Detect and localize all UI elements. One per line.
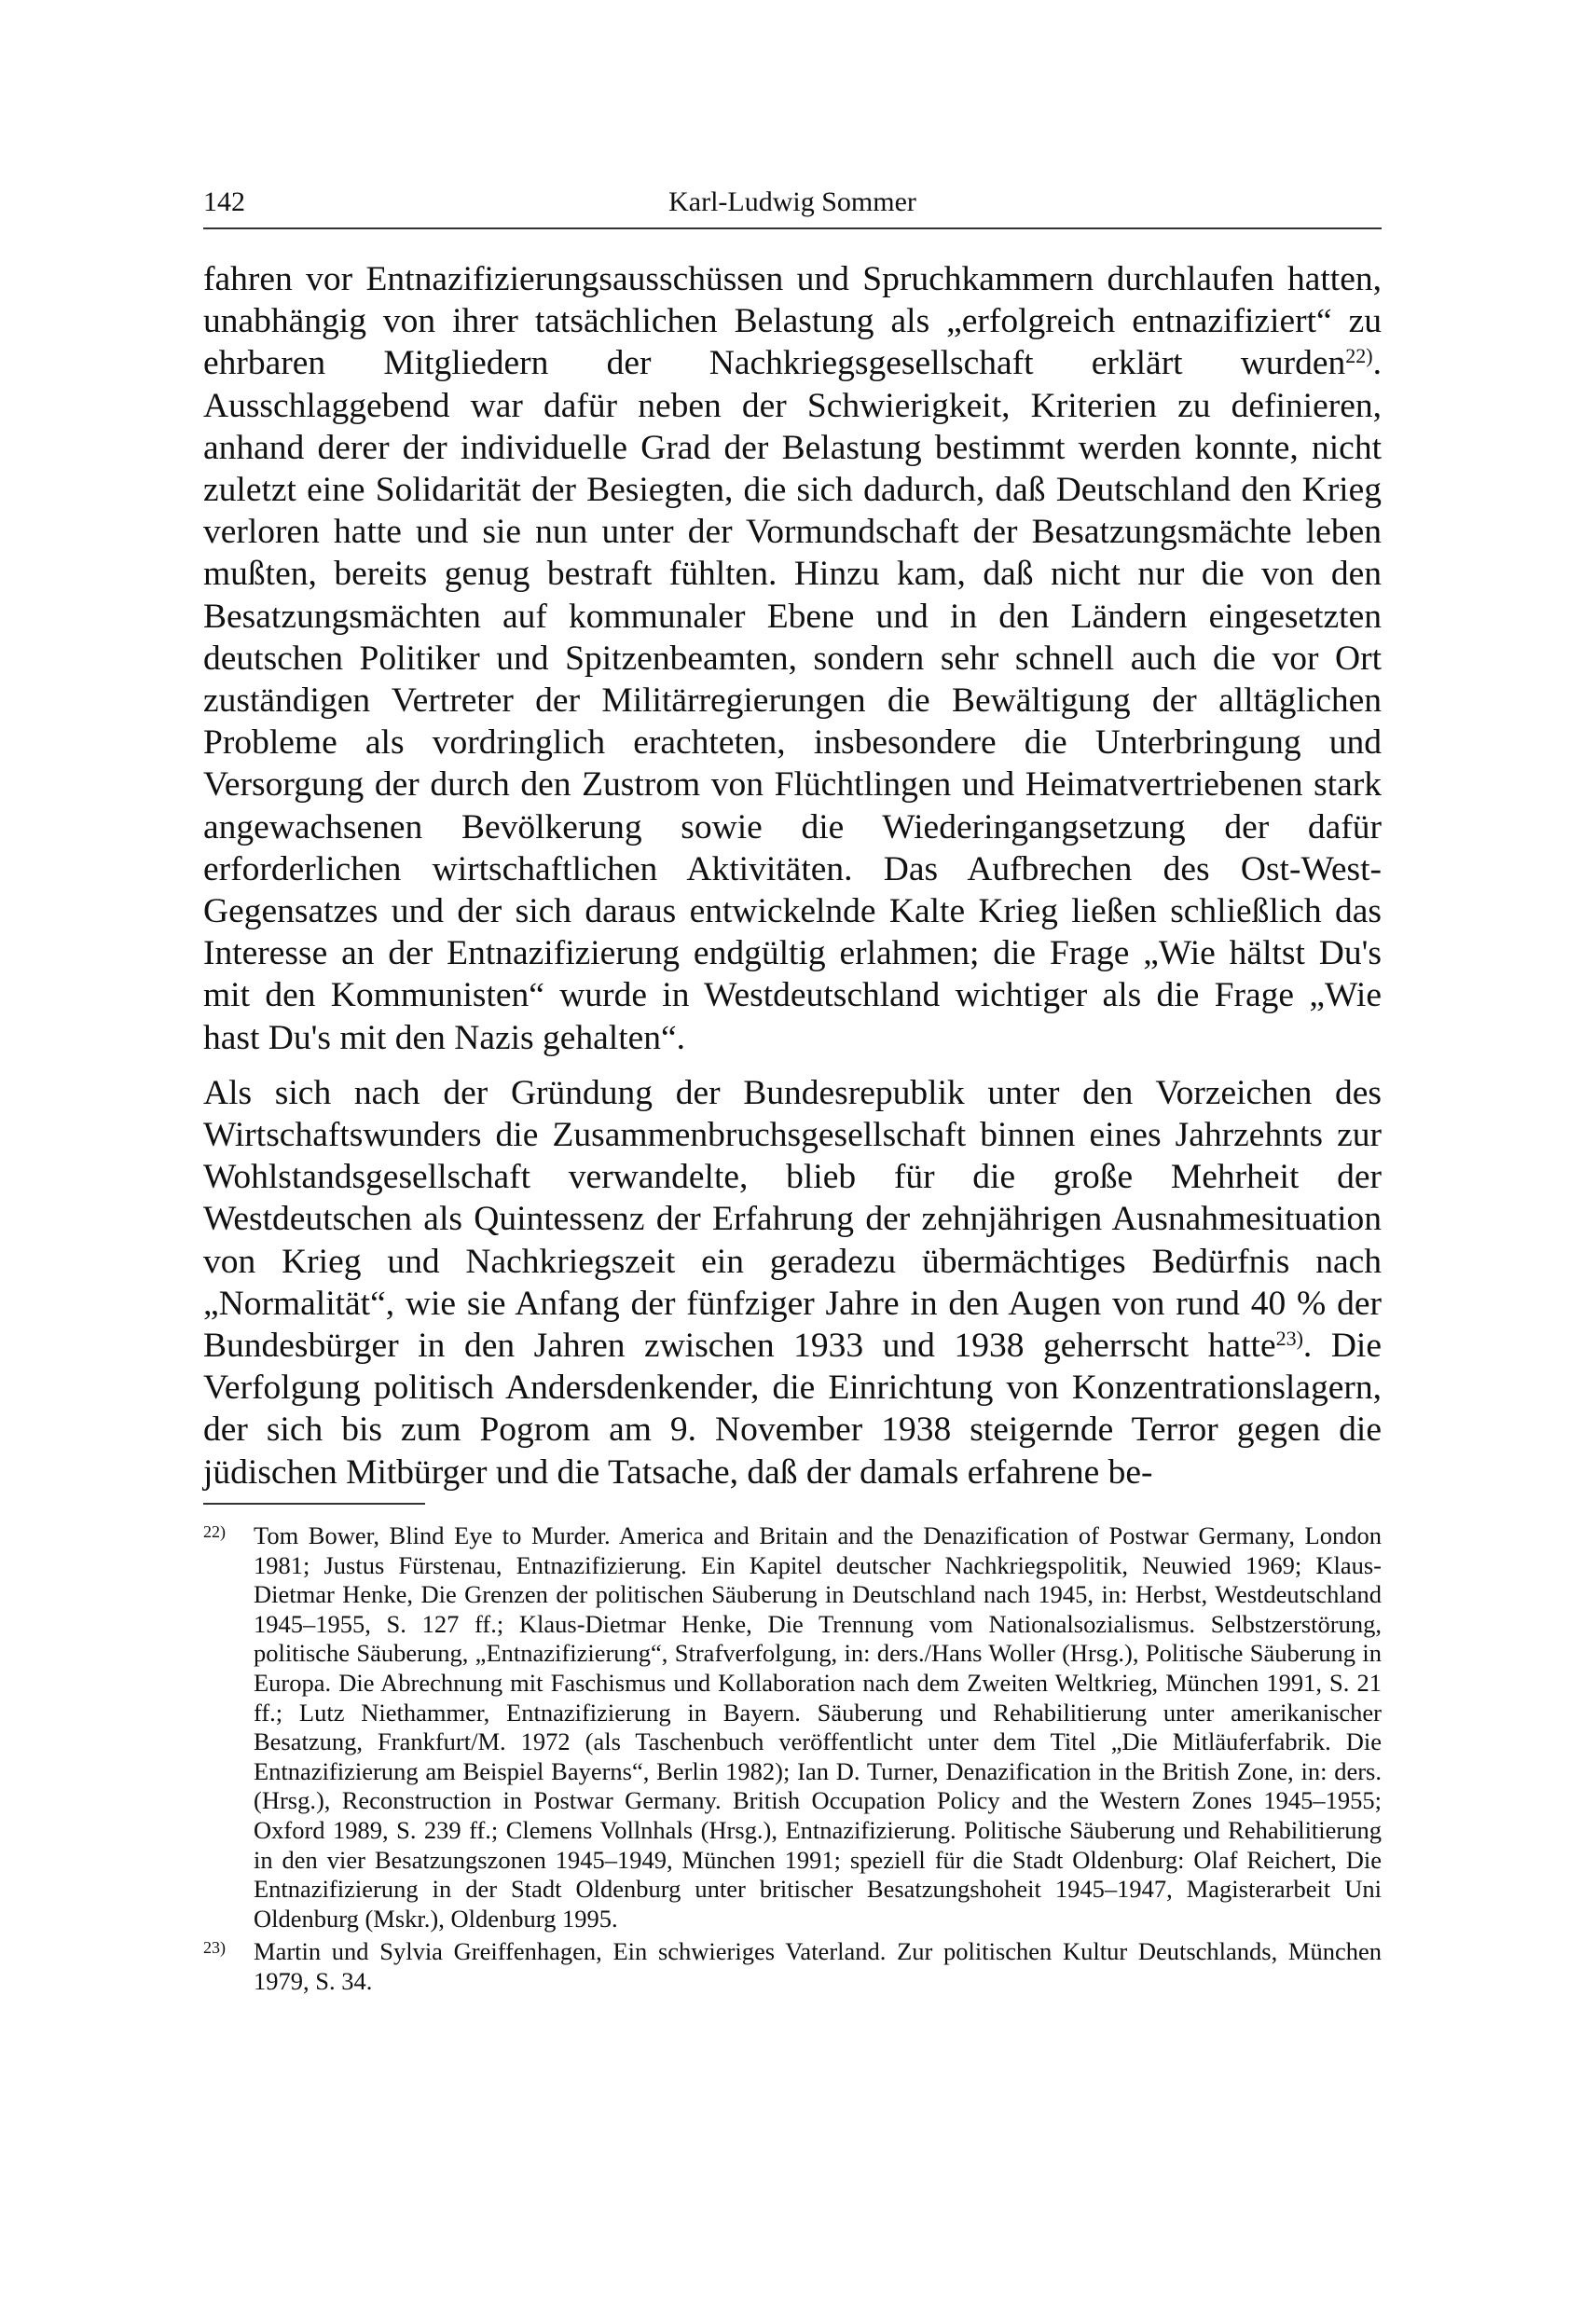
page-number: 142: [203, 186, 245, 217]
footnote-mark: 23): [203, 1938, 226, 1958]
footnote-text: Tom Bower, Blind Eye to Murder. America and Britain and the Denazification of Postwar Germany, London 1981; Justus Fürstenau, Entnazifizierung. Ein Kapitel deutscher Nachkriegspolitik, Neuwied 1969; Klaus-Dietmar Henke, Die Grenzen der politischen Säuberung in Deutschland nach 1945, in: Herbst, Westdeutschland 1945–1955, S. 127 ff.; Klaus-Dietmar Henke, Die Trennung vom Nationalsozialismus. Selbstzerstörung, politische Säuberung, „Entnazifizierung“, Strafverfolgung, in: ders./Hans Woller (Hrsg.), Politische Säuberung in Europa. Die Abrechnung mit Faschismus und Kollaboration nach dem Zweiten Weltkrieg, München 1991, S. 21 ff.; Lutz Niethammer, Entnazifizierung in Bayern. Säuberung und Rehabilitierung unter amerikanischer Besatzung, Frankfurt/M. 1972 (als Taschenbuch veröffentlicht unter dem Titel „Die Mitläuferfabrik. Die Entnazifizierung am Beispiel Bayerns“, Berlin 1982); Ian D. Turner, Denazification in the British Zone, in: ders. (Hrsg.), Reconstruction in Postwar Germany. British Occupation Policy and the Western Zones 1945–1955; Oxford 1989, S. 239 ff.; Clemens Vollnhals (Hrsg.), Entnazifizierung. Politische Säuberung und Rehabilitierung in den vier Besatzungszonen 1945–1949, München 1991; speziell für die Stadt Oldenburg: Olaf Reichert, Die Entnazifizierung in der Stadt Oldenburg unter britischer Besatzungshoheit 1945–1947, Magisterarbeit Uni Oldenburg (Mskr.), Oldenburg 1995.: [254, 1521, 1382, 1933]
footnote-divider: [203, 1503, 425, 1505]
paragraph-2: [203, 1072, 1382, 1493]
paragraph-1-text: fahren vor Entnazifizierungsausschüssen und Spruchkammern durchlaufen hatten, unabhängig von ihrer tatsächlichen Belastung als „erfolgreich entnazifiziert“ zu ehrbaren Mitgliedern der Nachkriegsgesellschaft erklärt wurden: [203, 260, 1382, 383]
footnotes: [203, 1521, 1382, 2001]
paragraph-2-continuation: . Die Verfolgung politisch Andersdenkender, die Einrichtung von Konzentrationslagern, der sich bis zum Pogrom am 9. November 1938 steigernde Terror gegen die jüdischen Mitbürger und die Tatsache, daß der damals erfahrene be-: [203, 1327, 1382, 1492]
footnote-mark: 22): [203, 1522, 226, 1541]
footnote-23: [203, 1937, 1382, 1996]
running-head-author: Karl-Ludwig Sommer: [668, 186, 916, 217]
paragraph-1-continuation: . Ausschlaggebend war dafür neben der Schwierigkeit, Kriterien zu definieren, anhand derer der individuelle Grad der Belastung bestimmt werden konnte, nicht zuletzt eine Solidarität der Besiegten, die sich dadurch, daß Deutschland den Krieg verloren hatte und sie nun unter der Vormundschaft der Besatzungsmächte leben mußten, bereits genug bestraft fühlten. Hinzu kam, daß nicht nur die von den Besatzungsmächten auf kommunaler Ebene und in den Ländern eingesetzten deutschen Politiker und Spitzenbeamten, sondern sehr schnell auch die vor Ort zuständigen Vertreter der Militärregierungen die Bewältigung der alltäglichen Probleme als vordringlich erachteten, insbesondere die Unterbringung und Versorgung der durch den Zustrom von Flüchtlingen und Heimatvertriebenen stark angewachsenen Bevölkerung sowie die Wiederingangsetzung der dafür erforderlichen wirtschaftlichen Aktivitäten. Das Aufbrechen des Ost-West-Gegensatzes und der sich daraus entwickelnde Kalte Krieg ließen schließlich das Interesse an der Entnazifizierung endgültig erlahmen; die Frage „Wie hältst Du's mit den Kommunisten“ wurde in Westdeutschland wichtiger als die Frage „Wie hast Du's mit den Nazis gehalten“.: [203, 344, 1382, 1057]
paragraph-2-text: Als sich nach der Gründung der Bundesrepublik unter den Vorzeichen des Wirtschaftswunders die Zusammenbruchsgesellschaft binnen eines Jahrzehnts zur Wohlstandsgesellschaft verwandelte, blieb für die große Mehrheit der Westdeutschen als Quintessenz der Erfahrung der zehnjährigen Ausnahmesituation von Krieg und Nachkriegszeit ein geradezu übermächtiges Bedürfnis nach „Normalität“, wie sie Anfang der fünfziger Jahre in den Augen von rund 40 % der Bundesbürger in den Jahren zwischen 1933 und 1938 geherrscht hatte: [203, 1073, 1382, 1366]
footnote-text: Martin und Sylvia Greiffenhagen, Ein schwieriges Vaterland. Zur politischen Kultur Deutschlands, München 1979, S. 34.: [254, 1937, 1382, 1995]
footnote-22: [203, 1521, 1382, 1934]
paragraph-1: [203, 258, 1382, 1059]
footnote-ref-23[interactable]: 23): [1275, 1327, 1303, 1351]
main-text: [203, 258, 1382, 1493]
running-header: [203, 183, 1382, 229]
footnote-ref-22[interactable]: 22): [1345, 344, 1373, 368]
